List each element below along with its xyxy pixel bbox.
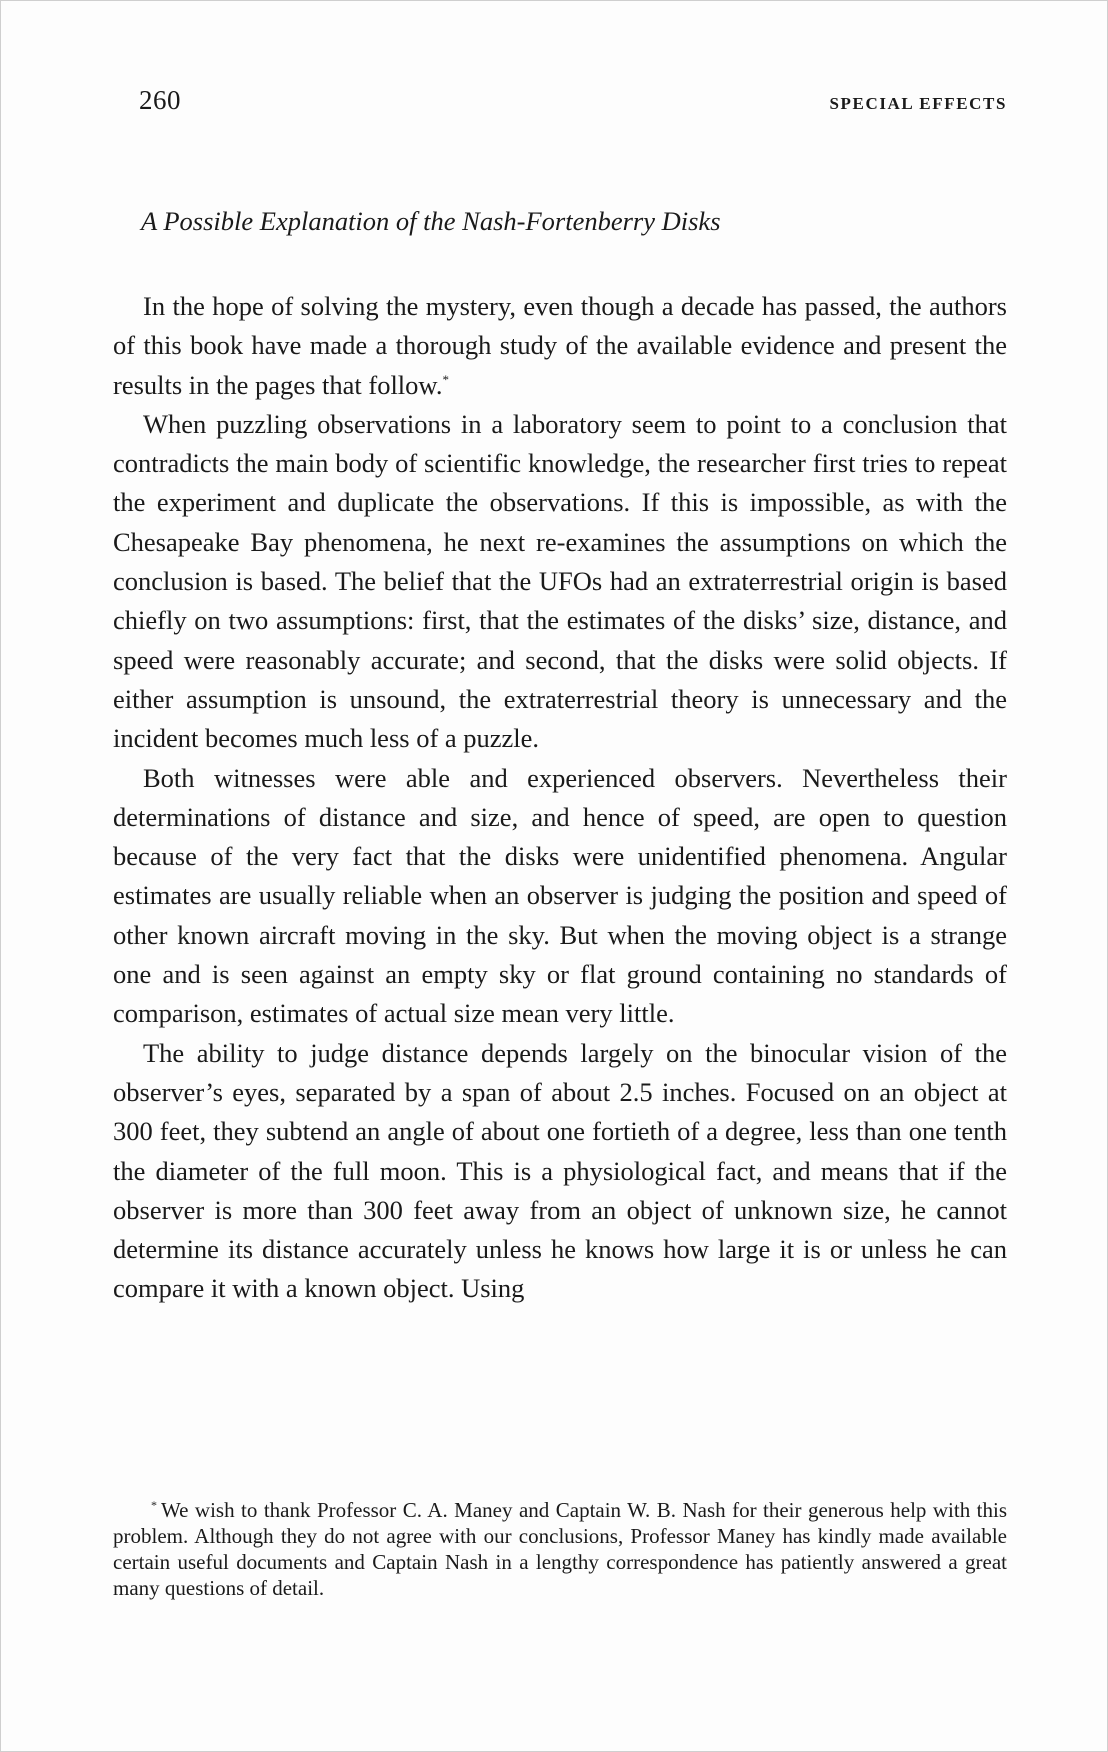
paragraph: The ability to judge distance depends largely on the binocular vision of the observer’s eyes, separated by a span of about 2.5 inches. Focused on an object at 300 feet, they subtend an angle of about one fortieth of a degree, less than one tenth the diameter of the full moon. This is a physiological fact, and means that if the observer is more than 300 feet away from an object of unknown size, he cannot determine its distance accurately unless he knows how large it is or unless he can compare it with a known object. Using — [113, 1037, 1007, 1304]
footnote-marker: * — [151, 1498, 157, 1512]
body-text — [113, 287, 1007, 1309]
footnote — [113, 1497, 1007, 1601]
paragraph-text: In the hope of solving the mystery, even though a decade has passed, the authors of this book have made a thorough study of the available evidence and present the results in the pages that follow. — [113, 291, 1007, 400]
chapter-title: SPECIAL EFFECTS — [829, 94, 1007, 113]
running-head — [139, 85, 1007, 116]
section-heading: A Possible Explanation of the Nash-Fortenberry Disks — [141, 206, 721, 236]
footnote-text: We wish to thank Professor C. A. Maney and Captain W. B. Nash for their generous help with this problem. Although they do not agree with our conclusions, Professor Maney has kindly made available certain useful documents and Captain Nash in a lengthy correspondence has patiently answered a great many questions of detail. — [113, 1498, 1007, 1600]
paragraph — [113, 287, 1007, 405]
paragraph: Both witnesses were able and experienced observers. Nevertheless their determinations of distance and size, and hence of speed, are open to question because of the very fact that the disks were unidentified phenomena. Angular estimates are usually reliable when an observer is judging the position and speed of other known aircraft moving in the sky. But when the moving object is a strange one and is seen against an empty sky or flat ground containing no standards of comparison, estimates of actual size mean very little. — [113, 762, 1007, 1029]
page-number: 260 — [139, 85, 181, 115]
paragraph: When puzzling observations in a laboratory seem to point to a conclusion that contradicts the main body of scientific knowledge, the researcher first tries to repeat the experiment and duplicate the observations. If this is impossible, as with the Chesapeake Bay phenomena, he next re-examines the assumptions on which the conclusion is based. The belief that the UFOs had an extraterrestrial origin is based chiefly on two assumptions: first, that the estimates of the disks’ size, distance, and speed were reasonably accurate; and second, that the disks were solid objects. If either assumption is unsound, the extraterrestrial theory is unnecessary and the incident becomes much less of a puzzle. — [113, 408, 1007, 754]
footnote-reference[interactable]: * — [442, 371, 449, 387]
